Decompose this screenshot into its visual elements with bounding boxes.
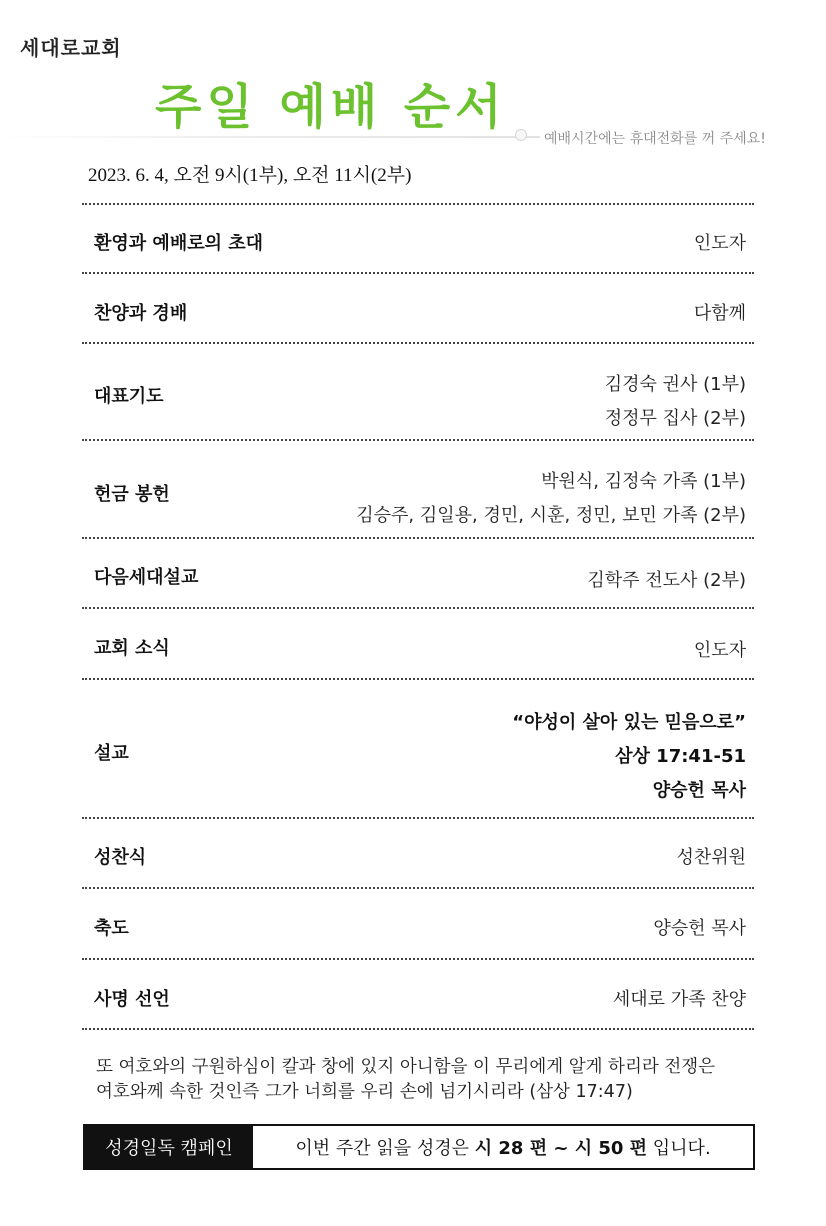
dotted-divider	[82, 887, 754, 889]
order-item-benediction-label: 축도	[94, 918, 129, 939]
dotted-divider	[82, 817, 754, 819]
order-item-offering-family-2: 김승주, 김일용, 경민, 시훈, 정민, 보민 가족 (2부)	[356, 505, 746, 526]
order-item-benediction-leader	[653, 914, 746, 940]
order-item-news-leader	[694, 636, 746, 662]
page-title: 주일 예배 순서	[155, 79, 507, 135]
dotted-divider	[82, 958, 754, 960]
dotted-divider	[82, 439, 754, 441]
order-item-mission-leader	[613, 985, 746, 1011]
order-item-prayer-leader-2: 정정무 집사 (2부)	[604, 408, 746, 429]
bible-reading-campaign-box	[83, 1124, 755, 1170]
campaign-text	[253, 1126, 753, 1168]
order-item-benediction-leader-line: 양승헌 목사	[653, 918, 746, 939]
order-item-nextgen-sermon-label: 다음세대설교	[94, 567, 199, 588]
phone-off-notice: 예배시간에는 휴대전화를 꺼 주세요!	[544, 131, 766, 147]
dotted-divider	[82, 537, 754, 539]
order-item-offering-families	[356, 465, 746, 533]
scripture-verse	[96, 1055, 756, 1105]
campaign-reading-range: 시 28 편 ~ 시 50 편	[474, 1138, 648, 1159]
service-date-line: 2023. 6. 4, 오전 9시(1부), 오전 11시(2부)	[88, 165, 412, 186]
campaign-text-before: 이번 주간 읽을 성경은	[295, 1138, 475, 1159]
order-item-prayer-leader-1: 김경숙 권사 (1부)	[604, 374, 746, 395]
sermon-preacher: 양승헌 목사	[652, 780, 746, 801]
dotted-divider	[82, 342, 754, 344]
order-item-prayer-leaders	[605, 368, 746, 436]
dotted-divider	[82, 272, 754, 274]
notice-bullet-icon	[515, 129, 527, 141]
order-item-praise-leader	[694, 299, 746, 325]
order-item-mission-leader-line: 세대로 가족 찬양	[612, 989, 746, 1010]
scripture-verse-line-1: 또 여호와의 구원하심이 칼과 창에 있지 아니함을 이 무리에게 알게 하리라 전쟁은	[96, 1057, 716, 1077]
order-item-nextgen-sermon-leader-line: 김학주 전도사 (2부)	[587, 570, 746, 591]
order-item-praise-leader-line: 다함께	[693, 303, 746, 324]
campaign-text-after: 입니다.	[647, 1138, 711, 1159]
dotted-divider	[82, 1028, 754, 1030]
sermon-scripture: 삼상 17:41-51	[615, 746, 746, 767]
order-item-news-label: 교회 소식	[94, 638, 170, 659]
dotted-divider	[82, 203, 754, 205]
order-item-mission-label: 사명 선언	[94, 989, 170, 1010]
order-item-news-leader-line: 인도자	[693, 640, 746, 661]
order-item-welcome-label: 환영과 예배로의 초대	[94, 233, 264, 254]
scripture-verse-line-2: 여호와께 속한 것인즉 그가 너희를 우리 손에 넘기시리라 (삼상 17:47)	[96, 1082, 633, 1102]
church-name: 세대로교회	[20, 36, 122, 60]
order-item-nextgen-sermon-leader	[587, 566, 746, 592]
order-item-sermon-label: 설교	[94, 743, 129, 764]
order-item-prayer-label: 대표기도	[94, 386, 164, 407]
sermon-title: “야성이 살아 있는 믿음으로”	[512, 712, 746, 733]
order-item-welcome-leader	[694, 229, 746, 255]
order-item-praise-label: 찬양과 경배	[94, 303, 188, 324]
campaign-label: 성경일독 캠페인	[85, 1126, 253, 1168]
order-item-communion-label: 성찬식	[94, 847, 147, 868]
order-item-welcome-leader-line: 인도자	[693, 233, 746, 254]
dotted-divider	[82, 678, 754, 680]
dotted-divider	[82, 607, 754, 609]
order-item-offering-family-1: 박원식, 김정숙 가족 (1부)	[541, 471, 746, 492]
order-item-sermon-details	[512, 706, 746, 808]
order-item-offering-label: 헌금 봉헌	[94, 484, 170, 505]
order-item-communion-leader	[676, 843, 746, 869]
order-item-communion-leader-line: 성찬위원	[676, 847, 746, 868]
header-divider	[0, 136, 540, 138]
